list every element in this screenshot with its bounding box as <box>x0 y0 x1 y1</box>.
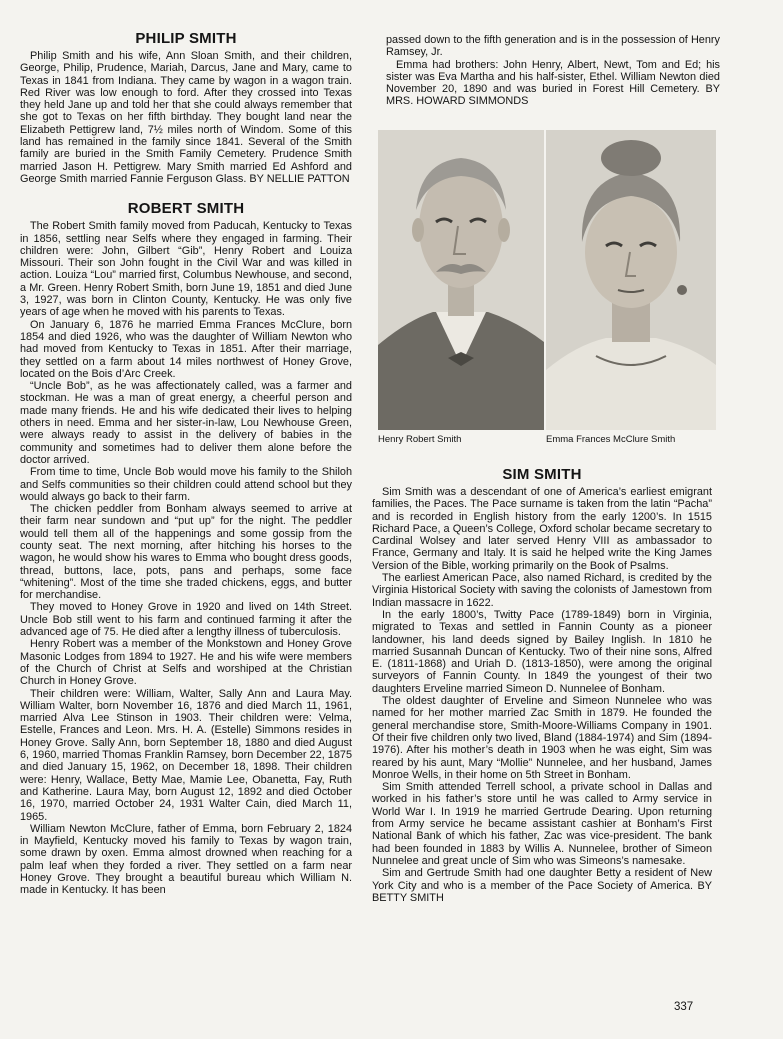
left-column <box>20 30 352 897</box>
henry-robert-smith-portrait <box>378 130 544 430</box>
robert-smith-paragraph: The Robert Smith family moved from Paducah, Kentucky to Texas in 1856, settling near Selfs where they engaged in farming. Their children were: John, Gilbert “Gib”, Henry Robert and Louiza Missouri. Their son John fought in the Civil War and was killed in action. Louiza “Lou” married first, Columbus Newhouse, and second, a Mr. Green. Henry Robert Smith, born June 19, 1851 and died June 3, 1927, was born in Clinton County, Kentucky. He was only five years of age when he moved with his parents to Texas. <box>20 220 352 319</box>
sim-smith-paragraph: Sim and Gertrude Smith had one daughter Betty a resident of New York City and who is a member of the Pace Society of America. BY BETTY SMITH <box>372 867 712 904</box>
right-column-bottom <box>372 466 712 904</box>
robert-smith-paragraph: They moved to Honey Grove in 1920 and lived on 14th Street. Uncle Bob still went to his farm and continued farming it after the advanced age of 75. He died after a lengthy illness of tuberculosis. <box>20 601 352 639</box>
henry-robert-smith-caption: Henry Robert Smith <box>378 434 462 445</box>
robert-smith-paragraph: On January 6, 1876 he married Emma Frances McClure, born 1854 and died 1926, who was the daughter of William Newton who had moved from Kentucky to Texas in 1851. After their marriage, they settled on a farm about 14 miles northwest of Honey Grove, located on the Bois d’Arc Creek. <box>20 318 352 380</box>
robert-smith-paragraph: “Uncle Bob”, as he was affectionately called, was a farmer and stockman. He was a man of great energy, a cheerful person and made many friends. He and his wife dedicated their lives to helping others in need. Emma and her sister-in-law, Lou Newhouse Green, were always ready to assist in the delivery of babies in the community and sometimes had to deliver them alone before the doctor arrived. <box>20 380 352 466</box>
philip-smith-paragraph: Philip Smith and his wife, Ann Sloan Smith, and their children, George, Philip, Prudence, Mariah, Darcus, Jane and Mary, came to Texas in 1841 from Indiana. They came by wagon in a wagon train. Red River was low enough to ford. After they crossed into Texas they held Jane up and told her that she could always remember that she got to Texas on her fifth birthday. They bought land near the Elizabeth Pettigrew land, 7½ miles north of Windom. Some of this land has remained in the family since 1841. Several of the Smith family are buried in the Smith Family Cemetery. Prudence Smith married Jason H. Pettigrew. Mary Smith married Ed Ashford and George Smith married Fannie Ferguson Glass. BY NELLIE PATTON <box>20 50 352 185</box>
robert-smith-paragraph: The chicken peddler from Bonham always seemed to arrive at their farm near sundown and “put up” for the night. The peddler would tell them all of the happenings and some gossip from the county seat. The next morning, after hitching his horses to the wagon, he would show his wares to Emma who bought dress goods, thread, buttons, lace, pots, pans and perhaps, some face “whitening”. Most of the time she traded chickens, eggs, and butter for merchandise. <box>20 503 352 602</box>
sim-smith-title: SIM SMITH <box>502 466 582 483</box>
sim-smith-paragraph: The oldest daughter of Erveline and Simeon Nunnelee who was named for her mother married Zac Smith in 1879. He founded the general merchandise store, Smith-Moore-Williams Company in 1901. Of their five children only two lived, Bland (1884-1974) and Sim (1894-1976). After his mother’s death in 1903 when he was eight, Sim was reared by his aunt, Mary “Mollie” Nunnelee, and her husband, James Monroe Wells, in their home on 5th Street in Bonham. <box>372 695 712 781</box>
sim-smith-paragraph: The earliest American Pace, also named Richard, is credited by the Virginia Historical Society with saving the colonists of Jamestown from Indian massacre in 1622. <box>372 572 712 609</box>
sim-smith-paragraph: Sim Smith was a descendant of one of America’s earliest emigrant families, the Paces. The Pace surname is taken from the latin “Pacha” and is recorded in English history from the early 1200’s. In 1515 Richard Pace, a Queen’s College, Oxford scholar became secretary to Cardinal Wolsey and later served Henry VIII as ambassador to France, Germany and Italy. It is said he helped write the King James Version of the Bible, working primarily on the Book of Psalms. <box>372 486 712 572</box>
robert-smith-paragraph: Their children were: William, Walter, Sally Ann and Laura May. William Walter, born November 16, 1876 and died March 11, 1961, married Alva Lee Stinson in 1903. Their children were: Velma, Estelle, Frances and Leon. Mrs. H. A. (Estelle) Simmons resides in Honey Grove. Sally Ann, born September 18, 1880 and died August 6, 1960, married Thomas Franklin Ramsey, born December 22, 1875 and died January 15, 1962, on December 18, 1898. Their children were: Henry, Wallace, Betty Mae, Mamie Lee, Obanetta, Fay, Ruth and Katherine. Laura May, born August 12, 1892 and died October 16, 1970, married October 24, 1931 Walter Cain, died March 11, 1965. <box>20 687 352 823</box>
emma-frances-mcclure-smith-caption: Emma Frances McClure Smith <box>546 434 676 445</box>
sim-smith-paragraph: In the early 1800’s, Twitty Pace (1789-1849) born in Virginia, migrated to Texas and settled in Fannin County as a pioneer landowner, his land deeds signed by Bailey Inglish. In 1810 he married Susannah Duncan of Kentucky. Two of their nine sons, Alfred E. (1811-1868) and Uriah D. (1813-1850), were among the original surveyors of Fannin County. In 1849 the youngest of their two daughters Erveline married Simeon D. Nunnelee of Bonham. <box>372 608 712 695</box>
robert-smith-title: ROBERT SMITH <box>127 200 245 218</box>
robert-smith-paragraph: Henry Robert was a member of the Monkstown and Honey Grove Masonic Lodges from 1894 to 1927. He and his wife were members of the Church of Christ at Selfs and worshiped at the Christian Church in Honey Grove. <box>20 638 352 688</box>
philip-smith-title: PHILIP SMITH <box>135 30 237 47</box>
portrait-photos <box>376 128 718 458</box>
right-column-top <box>386 34 720 108</box>
emma-frances-mcclure-smith-portrait <box>546 130 716 430</box>
robert-smith-paragraph: William Newton McClure, father of Emma, born February 2, 1824 in Mayfield, Kentucky moved his family to Texas by wagon train, some drawn by oxen. Emma almost drowned when reaching for a palm leaf when they forded a river. They settled on a farm near Honey Grove. They brought a beautiful bureau which William N. made in Kentucky. It has been <box>20 822 352 897</box>
robert-smith-continuation: passed down to the fifth generation and is in the possession of Henry Ramsey, Jr. <box>386 34 720 59</box>
page-number: 337 <box>674 1001 694 1013</box>
robert-smith-continuation: Emma had brothers: John Henry, Albert, Newt, Tom and Ed; his sister was Eva Martha and his half-sister, Ethel. William Newton died November 20, 1890 and was buried in Forest Hill Cemetery. BY MRS. HOWARD SIMMONDS <box>386 58 720 108</box>
robert-smith-paragraph: From time to time, Uncle Bob would move his family to the Shiloh and Selfs communities so their children could attend school but they would always go back to their farm. <box>20 466 352 503</box>
sim-smith-paragraph: Sim Smith attended Terrell school, a private school in Dallas and worked in his father’s store until he was called to Army service in World War I. In 1919 he married Gertrude Dearing. Upon returning from Army service he became assistant cashier at Bonham’s First National Bank of which his father, Zac was vice-president. The bank had been founded in 1883 by Willis A. Nunnelee, brother of Simeon Nunnelee and great uncle of Sim who was Simeons’s namesake. <box>372 781 712 867</box>
